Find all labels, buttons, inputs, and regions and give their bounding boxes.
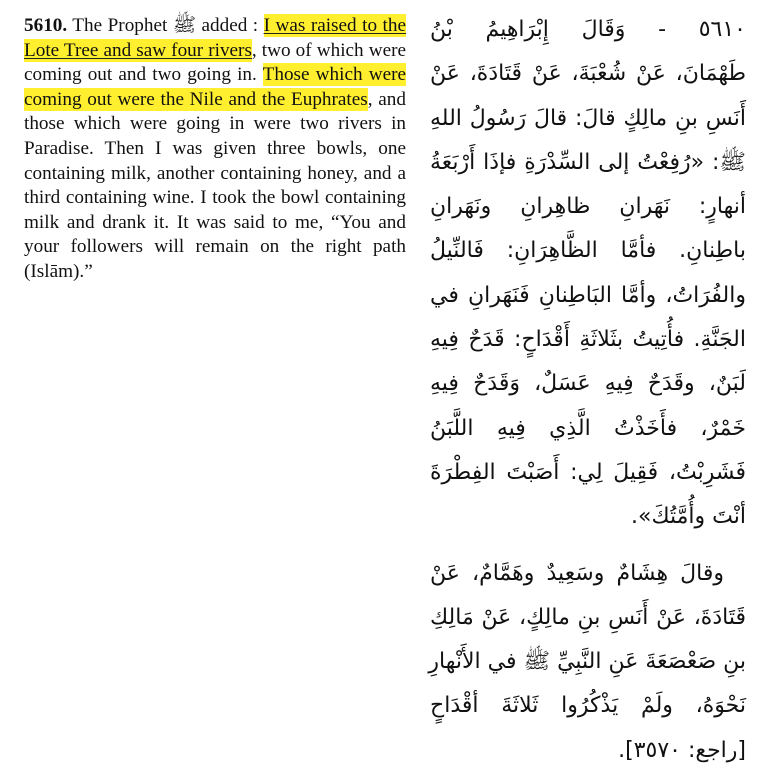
arabic-line: أنهارٍ: نَهَرانِ ظاهِرانِ ونَهَرانِ [430,194,746,220]
arabic-line: بنِ صَعْصَعَةَ عَنِ النَّبِيِّ ﷺ في الأَنْهارِ [428,649,746,675]
arabic-line: وقالَ هِشَامٌ وسَعِيدٌ وهَمَّامٌ، عَنْ [430,560,724,586]
arabic-line: ٥٦١٠ - وَقَالَ إِبْرَاهِيمُ بْنُ [430,17,746,42]
arabic-line: قَتَادَةَ، عَنْ أَنَسِ بنِ مالِكٍ، عَنْ مَالِكِ [430,604,746,630]
hadith-number: 5610. [24,15,68,36]
arabic-line: خَمْرٌ، فأَخَذْتُ الَّذِي فِيهِ اللَّبَنُ [430,415,746,441]
arabic-text [430,8,746,773]
arabic-line: الجَنَّةِ. فأُتِيتُ بثَلاثَةِ أَقْدَاحٍ: قَدَحٌ فِيهِ [430,327,746,353]
arabic-line: والفُرَاتُ، وأمَّا البَاطِنانِ فَنَهَرانِ في [430,282,746,308]
arabic-line: نَحْوَهُ، ولَمْ يَذْكُرُوا ثَلاثَةَ أقْدَاحٍ [430,693,746,719]
arabic-line: ﷺ: «رُفِعْتُ إلى السِّدْرَةِ فإذَا أَرْبَعَةُ [430,149,746,175]
english-translation [24,14,406,285]
english-segment: The Prophet ﷺ added : [67,15,264,36]
english-segment: , and those which were going in were two rivers in Paradise. Then I was given three bowls, one containing milk, another containing honey, and a third containing wine. I took the bowl containing milk and drank it. It was said to me, “You and your followers will remain on the right path (Islām).” [24,88,406,282]
highlighted-text-content: I was raised to the Lote Tree and saw four rivers [24,15,406,61]
arabic-line: أَنَسِ بنِ مالِكٍ قالَ: قالَ رَسُولُ اللهِ [430,105,746,131]
english-segment: , two of which were coming out and two going in. [24,39,407,86]
arabic-line: أنْتَ وأُمَّتُكَ». [631,504,746,530]
arabic-line: لَبَنٌ، وقَدَحٌ فِيهِ عَسَلٌ، وَقَدَحٌ فِيهِ [430,371,746,397]
arabic-line: طَهْمَانَ، عَنْ شُعْبَةَ، عَنْ قَتَادَةَ، عَنْ [430,61,746,87]
paragraph-gap [430,540,746,552]
arabic-line: فَشَرِبْتُ، فَقِيلَ لِي: أَصَبْتَ الفِطْرَةَ [430,459,746,485]
arabic-reference: [راجع: ٣٥٧٠]. [618,737,746,763]
arabic-line: باطِنانِ. فأمَّا الظَّاهِرَانِ: فَالنِّيلُ [430,238,746,264]
highlighted-text: Those which were coming out were the Nile and the Euphrates [24,64,407,110]
